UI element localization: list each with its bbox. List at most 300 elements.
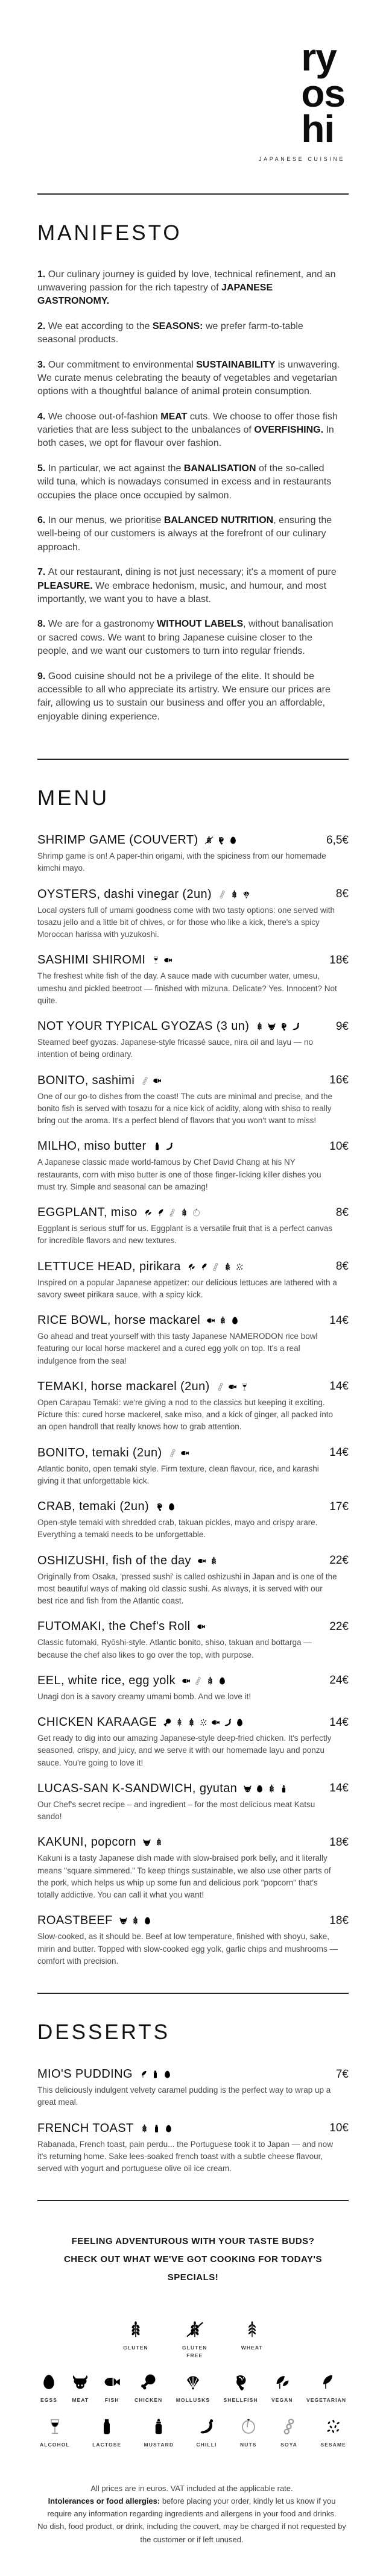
menu-item-price: 22€ xyxy=(329,1554,349,1567)
allergen-fish xyxy=(103,2373,121,2404)
menu-item-name: EEL, white rice, egg yolk xyxy=(37,1673,176,1687)
vegan-icon xyxy=(273,2373,291,2391)
manifesto-bold-text: WITHOUT LABELS xyxy=(157,619,244,630)
menu-item xyxy=(37,1554,349,1608)
gluten-icon xyxy=(223,1262,232,1271)
menu-item-price: 18€ xyxy=(329,1835,349,1849)
chilli-icon xyxy=(165,1142,174,1151)
menu-item-name: TEMAKI, horse mackarel (2un) xyxy=(37,1379,210,1393)
manifesto-text: Our culinary journey is guided by love, technical refinement, and an unwavering passion for the rich tapestry of xyxy=(37,269,336,293)
vegetarian-icon xyxy=(199,1262,208,1271)
manifesto-item xyxy=(37,410,342,451)
menu-item-price: 6,5€ xyxy=(326,833,349,847)
allergen-label: MOLLUSKS xyxy=(176,2396,210,2403)
menu-section xyxy=(37,786,349,1967)
fish-icon xyxy=(182,1676,191,1685)
menu-item-name: RICE BOWL, horse mackarel xyxy=(37,1314,201,1327)
eggs-icon xyxy=(164,2124,173,2133)
menu-item-allergen-icons xyxy=(204,836,238,845)
menu-item-price: 22€ xyxy=(329,1620,349,1633)
eggs-icon xyxy=(218,1676,227,1685)
chilli-icon xyxy=(197,2418,215,2436)
menu-item xyxy=(37,1620,349,1661)
fish-icon xyxy=(197,1622,206,1631)
eggs-icon xyxy=(235,1718,244,1727)
menu-item-name: LUCAS-SAN K-SANDWICH, gyutan xyxy=(37,1781,238,1795)
menu-item-description: Steamed beef gyozas. Japanese-style fricassé sauce, nira oil and layu — no intention of being ordinary. xyxy=(37,1038,314,1059)
menu-item-name: MILHO, miso butter xyxy=(37,1139,147,1153)
logo-line: os xyxy=(301,71,345,115)
fish-icon xyxy=(211,1718,220,1727)
eggs-icon xyxy=(255,1784,264,1793)
manifesto-text: At our restaurant, dining is not just necessary; it's a moment of pure xyxy=(48,567,337,578)
manifesto-bold-text: JAPANESE GASTRONOMY. xyxy=(37,282,273,307)
menu-item-price: 7€ xyxy=(335,2067,349,2081)
soya-icon xyxy=(218,890,227,899)
gluten-free-icon xyxy=(204,836,214,845)
menu-item-allergen-icons xyxy=(197,1622,206,1631)
menu-item-price: 14€ xyxy=(329,1716,349,1729)
soya-icon xyxy=(194,1676,203,1685)
soya-icon xyxy=(216,1382,225,1391)
manifesto-bold-text: PLEASURE. xyxy=(37,580,93,591)
menu-item-allergen-icons xyxy=(243,1784,288,1793)
allergen-label: SHELLFISH xyxy=(223,2396,258,2403)
gluten-icon xyxy=(180,1208,189,1217)
divider xyxy=(37,193,349,195)
menu-item-name: KAKUNI, popcorn xyxy=(37,1835,136,1849)
menu-item-allergen-icons xyxy=(144,1208,201,1217)
manifesto-item xyxy=(37,618,342,658)
eggs-icon xyxy=(143,1916,152,1925)
menu-item-header xyxy=(37,1914,349,1928)
menu-item-header xyxy=(37,2122,349,2136)
fish-icon xyxy=(153,1076,162,1085)
menu-item-price: 17€ xyxy=(329,1500,349,1513)
menu-item-allergen-icons xyxy=(151,956,172,965)
gluten-icon xyxy=(230,890,239,899)
allergen-legend-row xyxy=(37,2418,349,2449)
eggs-icon xyxy=(40,2373,58,2391)
menu-item xyxy=(37,953,349,1007)
menu-item-header xyxy=(37,888,349,901)
manifesto-item-number: 4. xyxy=(37,411,48,422)
meat-icon xyxy=(142,1838,151,1847)
manifesto-text: We eat according to the xyxy=(48,321,153,331)
menu-item-name: MIO'S PUDDING xyxy=(37,2067,133,2081)
menu-title: MENU xyxy=(37,786,110,810)
manifesto-title: MANIFESTO xyxy=(37,221,182,245)
menu-item-allergen-icons xyxy=(119,1916,152,1925)
gluten-icon xyxy=(140,2124,149,2133)
soya-icon xyxy=(211,1262,220,1271)
footer-line xyxy=(37,2482,346,2495)
allergen-wheat xyxy=(241,2321,263,2352)
manifesto-text: Good cuisine should not be a privilege of the elite. It should be accessible to all who appreciate its artistry. We ensure our prices are fair, allowing us to sustain our business and offer you an affordable, enjoyable dining experience. xyxy=(37,671,331,722)
sesame-icon xyxy=(324,2418,343,2436)
allergen-chicken xyxy=(134,2373,162,2404)
soya-icon xyxy=(168,1449,177,1458)
allergen-legend xyxy=(37,2321,349,2448)
allergen-label: CHICKEN xyxy=(134,2396,163,2403)
allergen-meat xyxy=(71,2373,89,2404)
menu-item-header xyxy=(37,2067,349,2081)
allergen-label: MEAT xyxy=(72,2396,89,2403)
nuts-icon xyxy=(192,1208,201,1217)
ryoshi-logo xyxy=(301,36,345,151)
manifesto-bold-text: BANALISATION xyxy=(183,463,256,474)
menu-item-header xyxy=(37,833,349,847)
menu-item-allergen-icons xyxy=(168,1449,189,1458)
soya-icon xyxy=(280,2418,298,2436)
manifesto-section xyxy=(37,221,349,724)
menu-item xyxy=(37,833,349,875)
menu-item-name: OSHIZUSHI, fish of the day xyxy=(37,1553,191,1567)
menu-item xyxy=(37,1500,349,1541)
menu-item-description: Originally from Osaka, 'pressed sushi' is called oshizushi in Japan and is one of the most beautiful ways of making old classic sushi. As always, it is served with our best rice and fish from the Atlantic coast. xyxy=(37,1572,337,1606)
menu-item-price: 8€ xyxy=(335,1260,349,1273)
menu-item-description: Slow-cooked, as it should be. Beef at low temperature, finished with shoyu, sake, mirin and butter. Topped with slow-cooked egg yolk, garlic chips and mushrooms — comfort with precision. xyxy=(37,1932,338,1966)
menu-item-description: Our Chef's secret recipe – and ingredient – for the most delicious meat Katsu sando! xyxy=(37,1799,315,1822)
mustard-icon xyxy=(150,2418,168,2436)
allergen-gluten-free xyxy=(175,2321,215,2360)
manifesto-item-number: 3. xyxy=(37,359,48,370)
manifesto-item-number: 1. xyxy=(37,269,48,280)
menu-item-name: EGGPLANT, miso xyxy=(37,1206,138,1220)
gluten-icon xyxy=(209,1556,218,1565)
footer-notes xyxy=(37,2482,349,2545)
menu-item-allergen-icons xyxy=(155,1502,176,1511)
manifesto-text: we prefer farm-to-table seasonal products. xyxy=(37,321,303,345)
alcohol-icon xyxy=(240,1382,249,1391)
header xyxy=(37,36,345,162)
menu-item-allergen-icons xyxy=(187,1262,244,1271)
sesame-icon xyxy=(199,1718,208,1727)
gluten-icon xyxy=(267,1784,276,1793)
allergen-label: NUTS xyxy=(240,2441,257,2448)
fish-icon xyxy=(103,2373,121,2391)
allergen-label: WHEAT xyxy=(241,2345,263,2351)
menu-item xyxy=(37,2122,349,2175)
menu-item-allergen-icons xyxy=(142,1838,163,1847)
logo-tagline: JAPANESE CUISINE xyxy=(259,155,345,162)
manifesto-item xyxy=(37,462,342,503)
eggs-icon xyxy=(229,836,238,845)
meat-icon xyxy=(71,2373,89,2391)
allergen-sesame xyxy=(320,2418,346,2449)
desserts-section xyxy=(37,2020,349,2175)
manifesto-item-number: 9. xyxy=(37,671,48,682)
menu-item-price: 8€ xyxy=(335,1206,349,1219)
vegan-icon xyxy=(187,1262,196,1271)
allergen-alcohol xyxy=(40,2418,70,2449)
menu-item-description: Local oysters full of umami goodness come with two tasty options: one served with tosazu jello and a little bit of chives, or for those who like a kick, there's a spicy Moroccan harissa with yuzukoshi. xyxy=(37,905,335,939)
menu-item xyxy=(37,1380,349,1434)
menu-item xyxy=(37,1020,349,1061)
menu-item-allergen-icons xyxy=(206,1316,239,1325)
footer-line xyxy=(37,2520,346,2545)
lactose-icon xyxy=(152,2124,161,2133)
allergen-label: SOYA xyxy=(280,2441,297,2448)
meat-icon xyxy=(267,1022,276,1031)
menu-item-description: Inspired on a popular Japanese appetizer: our delicious lettuces are lathered with a savory sweet pirikara sauce, with a spicy kick. xyxy=(37,1277,337,1299)
menu-item xyxy=(37,1716,349,1769)
menu-item-description: Get ready to dig into our amazing Japanese-style deep-fried chicken. It's perfectly seasoned, crispy, and juicy, and we serve it with our homemade layu and ponzu sauce. You're going to love it! xyxy=(37,1734,332,1767)
menu-item-description: Classic futomaki, Ryōshi-style. Atlantic bonito, shiso, takuan and bottarga — because the chef also likes to go over the top, with purpose. xyxy=(37,1638,312,1659)
menu-item xyxy=(37,1206,349,1247)
chicken-icon xyxy=(163,1718,172,1727)
menu-item-header xyxy=(37,1314,349,1327)
allergen-vegetarian xyxy=(306,2373,346,2404)
menu-item-price: 14€ xyxy=(329,1446,349,1459)
allergen-label: ALCOHOL xyxy=(40,2441,70,2448)
menu-item-header xyxy=(37,1674,349,1688)
menu-item-header xyxy=(37,1782,349,1796)
menu-item-price: 9€ xyxy=(335,1020,349,1033)
menu-item xyxy=(37,1074,349,1127)
menu-item-allergen-icons xyxy=(182,1676,227,1685)
menu-item-description: Rabanada, French toast, pain perdu... the Portuguese took it to Japan — and now it's returning home. Sake lees-soaked french toast with a subtle cheese flavour, served with yogurt and portuguese olive oil ice cream. xyxy=(37,2139,334,2173)
menu-item-name: SHRIMP GAME (COUVERT) xyxy=(37,833,198,847)
menu-item-description: Unagi don is a savory creamy umami bomb. And we love it! xyxy=(37,1691,252,1701)
manifesto-text: , ensuring the well-being of our customers is always at the forefront of our culinary approach. xyxy=(37,515,332,553)
menu-item xyxy=(37,1314,349,1367)
gluten-icon xyxy=(187,1718,196,1727)
manifesto-text: , without banalisation or sacred cows. We want to bring Japanese cuisine closer to the people, and we want our customers to turn into regular friends. xyxy=(37,619,334,657)
allergen-eggs xyxy=(40,2373,58,2404)
gluten-icon xyxy=(255,1022,264,1031)
manifesto-item xyxy=(37,514,342,554)
menu-item xyxy=(37,1914,349,1967)
manifesto-item xyxy=(37,670,342,724)
chicken-icon xyxy=(139,2373,157,2391)
divider xyxy=(37,1993,349,1994)
gluten-free-icon xyxy=(186,2321,204,2339)
specials-banner-line: CHECK OUT WHAT WE'VE GOT COOKING FOR TODAY'S SPECIALS! xyxy=(63,2254,323,2283)
menu-item-name: OYSTERS, dashi vinegar (2un) xyxy=(37,887,212,901)
shellfish-icon xyxy=(155,1502,164,1511)
menu-item xyxy=(37,1260,349,1302)
manifesto-text: We embrace hedonism, music, and humour, and most importantly, we want you to have a blast. xyxy=(37,580,327,604)
menu-item-allergen-icons xyxy=(255,1022,300,1031)
menu-item-header xyxy=(37,953,349,967)
allergen-chilli xyxy=(196,2418,217,2449)
eggs-icon xyxy=(163,2070,172,2079)
menu-item-description: Open Carapau Temaki: we're giving a nod to the classics but keeping it exciting. Picture this: cured horse mackerel, sake miso, and a kick of ginger, all packed into an open handroll that really knows how to grab attention. xyxy=(37,1397,333,1432)
wheat-icon xyxy=(243,2321,261,2339)
menu-item xyxy=(37,1782,349,1823)
allergen-shellfish xyxy=(224,2373,258,2404)
menu-item-header xyxy=(37,1206,349,1220)
menu-item xyxy=(37,2067,349,2109)
menu-item-price: 14€ xyxy=(329,1380,349,1393)
menu-item xyxy=(37,1674,349,1703)
fish-icon xyxy=(197,1556,206,1565)
manifesto-item-number: 7. xyxy=(37,567,48,578)
allergen-nuts xyxy=(239,2418,258,2449)
specials-banner xyxy=(37,2233,349,2287)
manifesto-text: is unwavering. We curate menus celebrating the beauty of vegetables and vegetarian options with a thoughtful balance of animal protein consumption. xyxy=(37,359,340,397)
allergen-label: GLUTEN FREE xyxy=(182,2345,207,2359)
menu-list xyxy=(37,833,349,1967)
manifesto-item xyxy=(37,359,342,399)
vegan-icon xyxy=(144,1208,153,1217)
manifesto-item xyxy=(37,268,342,309)
menu-item-header xyxy=(37,1500,349,1514)
gluten-icon xyxy=(131,1916,140,1925)
manifesto-item-number: 2. xyxy=(37,321,48,331)
menu-item-name: BONITO, temaki (2un) xyxy=(37,1446,162,1459)
menu-item-header xyxy=(37,1139,349,1153)
menu-item-price: 8€ xyxy=(335,888,349,901)
menu-item-name: LETTUCE HEAD, pirikara xyxy=(37,1259,181,1273)
manifesto-text: In both cases, we opt for flavour over fashion. xyxy=(37,425,334,449)
fish-icon xyxy=(180,1449,189,1458)
menu-item-description: Go ahead and treat yourself with this tasty Japanese NAMERODON rice bowl featuring our local horse mackerel and a cured egg yolk on top. It's a real indulgence from the sea! xyxy=(37,1332,318,1365)
menu-item-description: This deliciously indulgent velvety caramel pudding is the perfect way to wrap up a great meal. xyxy=(37,2086,331,2107)
menu-item xyxy=(37,888,349,941)
lactose-icon xyxy=(98,2418,116,2436)
menu-item-price: 24€ xyxy=(329,1674,349,1687)
menu-item-price: 18€ xyxy=(329,1914,349,1927)
menu-item-allergen-icons xyxy=(141,1076,162,1085)
allergen-mustard xyxy=(144,2418,174,2449)
manifesto-text: In our menus, we prioritise xyxy=(48,515,164,526)
fish-icon xyxy=(206,1316,215,1325)
manifesto-bold-text: BALANCED NUTRITION xyxy=(163,515,274,526)
allergen-mollusks xyxy=(176,2373,210,2404)
menu-item-allergen-icons xyxy=(163,1718,244,1727)
manifesto-text: We choose out-of-fashion xyxy=(48,411,161,422)
alcohol-icon xyxy=(151,956,160,965)
alcohol-icon xyxy=(46,2418,64,2436)
menu-item-allergen-icons xyxy=(218,890,251,899)
fish-icon xyxy=(163,956,172,965)
menu-item-header xyxy=(37,1835,349,1849)
menu-item-header xyxy=(37,1260,349,1274)
vegetarian-icon xyxy=(139,2070,148,2079)
logo-line: hi xyxy=(301,107,335,151)
allergen-lactose xyxy=(92,2418,121,2449)
menu-item-name: BONITO, sashimi xyxy=(37,1073,135,1087)
allergen-label: SESAME xyxy=(320,2441,346,2448)
footer-text: before placing your order, kindly let us know if you require any information regarding ingredients and allergens in your food and drinks. xyxy=(47,2496,337,2519)
shellfish-icon xyxy=(279,1022,288,1031)
menu-item-description: Shrimp game is on! A paper-thin origami, with the spiciness from our homemade kimchi mayo. xyxy=(37,851,326,873)
menu-item-allergen-icons xyxy=(139,2070,172,2079)
manifesto-text: cuts. We choose to offer those fish varieties that are less subject to the unbalances of xyxy=(37,411,338,436)
allergen-legend-row xyxy=(37,2373,349,2404)
mustard-icon xyxy=(279,1784,288,1793)
allergen-label: FISH xyxy=(104,2396,119,2403)
sesame-icon xyxy=(235,1262,244,1271)
manifesto-bold-text: SUSTAINABILITY xyxy=(196,359,276,370)
menu-item-price: 16€ xyxy=(329,1074,349,1087)
desserts-list xyxy=(37,2067,349,2175)
menu-item-price: 18€ xyxy=(329,953,349,967)
menu-item xyxy=(37,1139,349,1193)
manifesto-bold-text: MEAT xyxy=(160,411,188,422)
menu-item-price: 10€ xyxy=(329,1139,349,1153)
allergen-label: EGSS xyxy=(40,2396,58,2403)
manifesto-item xyxy=(37,320,342,347)
specials-banner-line: FEELING ADVENTUROUS WITH YOUR TASTE BUDS? xyxy=(71,2236,315,2247)
allergen-label: GLUTEN xyxy=(123,2345,148,2351)
chilli-icon xyxy=(223,1718,232,1727)
menu-item-name: FUTOMAKI, the Chef's Roll xyxy=(37,1620,191,1634)
menu-item-description: A Japanese classic made world-famous by Chef David Chang at his NY restaurants, corn with miso butter is one of those finger-licking killer dishes you must try. Simple and seasonal can be amazing! xyxy=(37,1158,321,1191)
manifesto-item xyxy=(37,566,342,606)
chilli-icon xyxy=(291,1022,300,1031)
lactose-icon xyxy=(153,1142,162,1151)
lactose-icon xyxy=(151,2070,160,2079)
menu-item-name: CRAB, temaki (2un) xyxy=(37,1500,150,1514)
wheat-icon xyxy=(175,1718,184,1727)
menu-item-header xyxy=(37,1620,349,1634)
menu-item-description: The freshest white fish of the day. A sauce made with cucumber water, umesu, umeshu and pickled beetroot — finished with mizuna. Delicate? Yes. Innocent? Not quite. xyxy=(37,971,337,1005)
allergen-soya xyxy=(280,2418,298,2449)
menu-item-name: CHICKEN KARAAGE xyxy=(37,1716,157,1729)
nuts-icon xyxy=(239,2418,258,2436)
menu-item-description: One of our go-to dishes from the coast! The cuts are minimal and precise, and the bonito fish is served with tosazu for a nice kick of acidity, along with shiso to really bring out the aroma. It's a perfect blend of flavors that you won't want to miss! xyxy=(37,1091,333,1126)
manifesto-text: of the so-called wild tuna, which is nowadays consumed in excess and in restaurants occupies the place once occupied by salmon. xyxy=(37,463,332,501)
footer-text: No dish, food product, or drink, including the couvert, may be charged if not requested by the customer or if left unused. xyxy=(37,2522,346,2544)
menu-item-description: Kakuni is a tasty Japanese dish made with slow-braised pork belly, and it literally means "square simmered." To keep things sustainable, we also use other parts of the pork, which helps us whip up some fun and delicious pork "popcorn" that's totally addictive. You can call it what you want! xyxy=(37,1854,331,1900)
menu-item-name: FRENCH TOAST xyxy=(37,2121,134,2135)
menu-item xyxy=(37,1446,349,1488)
manifesto-text: We are for a gastronomy xyxy=(48,619,157,630)
menu-item-name: SASHIMI SHIROMI xyxy=(37,953,146,967)
meat-icon xyxy=(119,1916,128,1925)
menu-item-description: Atlantic bonito, open temaki style. Firm texture, clean flavour, rice, and karashi giving it that unforgettable kick. xyxy=(37,1464,319,1485)
soya-icon xyxy=(141,1076,150,1085)
menu-item-allergen-icons xyxy=(140,2124,173,2133)
menu-item-header xyxy=(37,1380,349,1394)
menu-item-allergen-icons xyxy=(216,1382,249,1391)
manifesto-text: In particular, we act against the xyxy=(48,463,184,474)
allergen-label: CHILLI xyxy=(196,2441,217,2448)
eggs-icon xyxy=(230,1316,239,1325)
allergen-vegan xyxy=(271,2373,293,2404)
gluten-icon xyxy=(154,1838,163,1847)
footer-line xyxy=(37,2495,346,2520)
manifesto-bold-text: SEASONS: xyxy=(152,321,203,331)
vegetarian-icon xyxy=(156,1208,165,1217)
allergen-label: VEGETARIAN xyxy=(306,2396,347,2403)
menu-item-description: Eggplant is serious stuff for us. Eggplant is a versatile fruit that is a perfect canvas for incredible flavors and new textures. xyxy=(37,1224,332,1246)
menu-item-header xyxy=(37,1020,349,1033)
gluten-icon xyxy=(206,1676,215,1685)
manifesto-list xyxy=(37,268,349,724)
menu-item-header xyxy=(37,1554,349,1568)
meat-icon xyxy=(243,1784,252,1793)
menu-item-description: Open-style temaki with shredded crab, takuan pickles, mayo and crispy arare. Everything a temaki needs to be unforgettable. xyxy=(37,1518,318,1540)
gluten-icon xyxy=(127,2321,145,2339)
menu-item xyxy=(37,1835,349,1901)
allergen-legend-row xyxy=(37,2321,349,2360)
allergen-label: LACTOSE xyxy=(92,2441,122,2448)
eggs-icon xyxy=(167,1502,176,1511)
menu-item-name: NOT YOUR TYPICAL GYOZAS (3 un) xyxy=(37,1020,250,1033)
allergen-label: MUSTARD xyxy=(144,2441,174,2448)
footer-bold-text: Intolerances or food allergies: xyxy=(48,2496,160,2506)
logo-line: ry xyxy=(301,36,337,79)
menu-item-allergen-icons xyxy=(197,1556,218,1565)
shellfish-icon xyxy=(217,836,226,845)
menu-item-header xyxy=(37,1716,349,1729)
menu-item-price: 10€ xyxy=(329,2122,349,2135)
manifesto-item-number: 5. xyxy=(37,463,48,474)
